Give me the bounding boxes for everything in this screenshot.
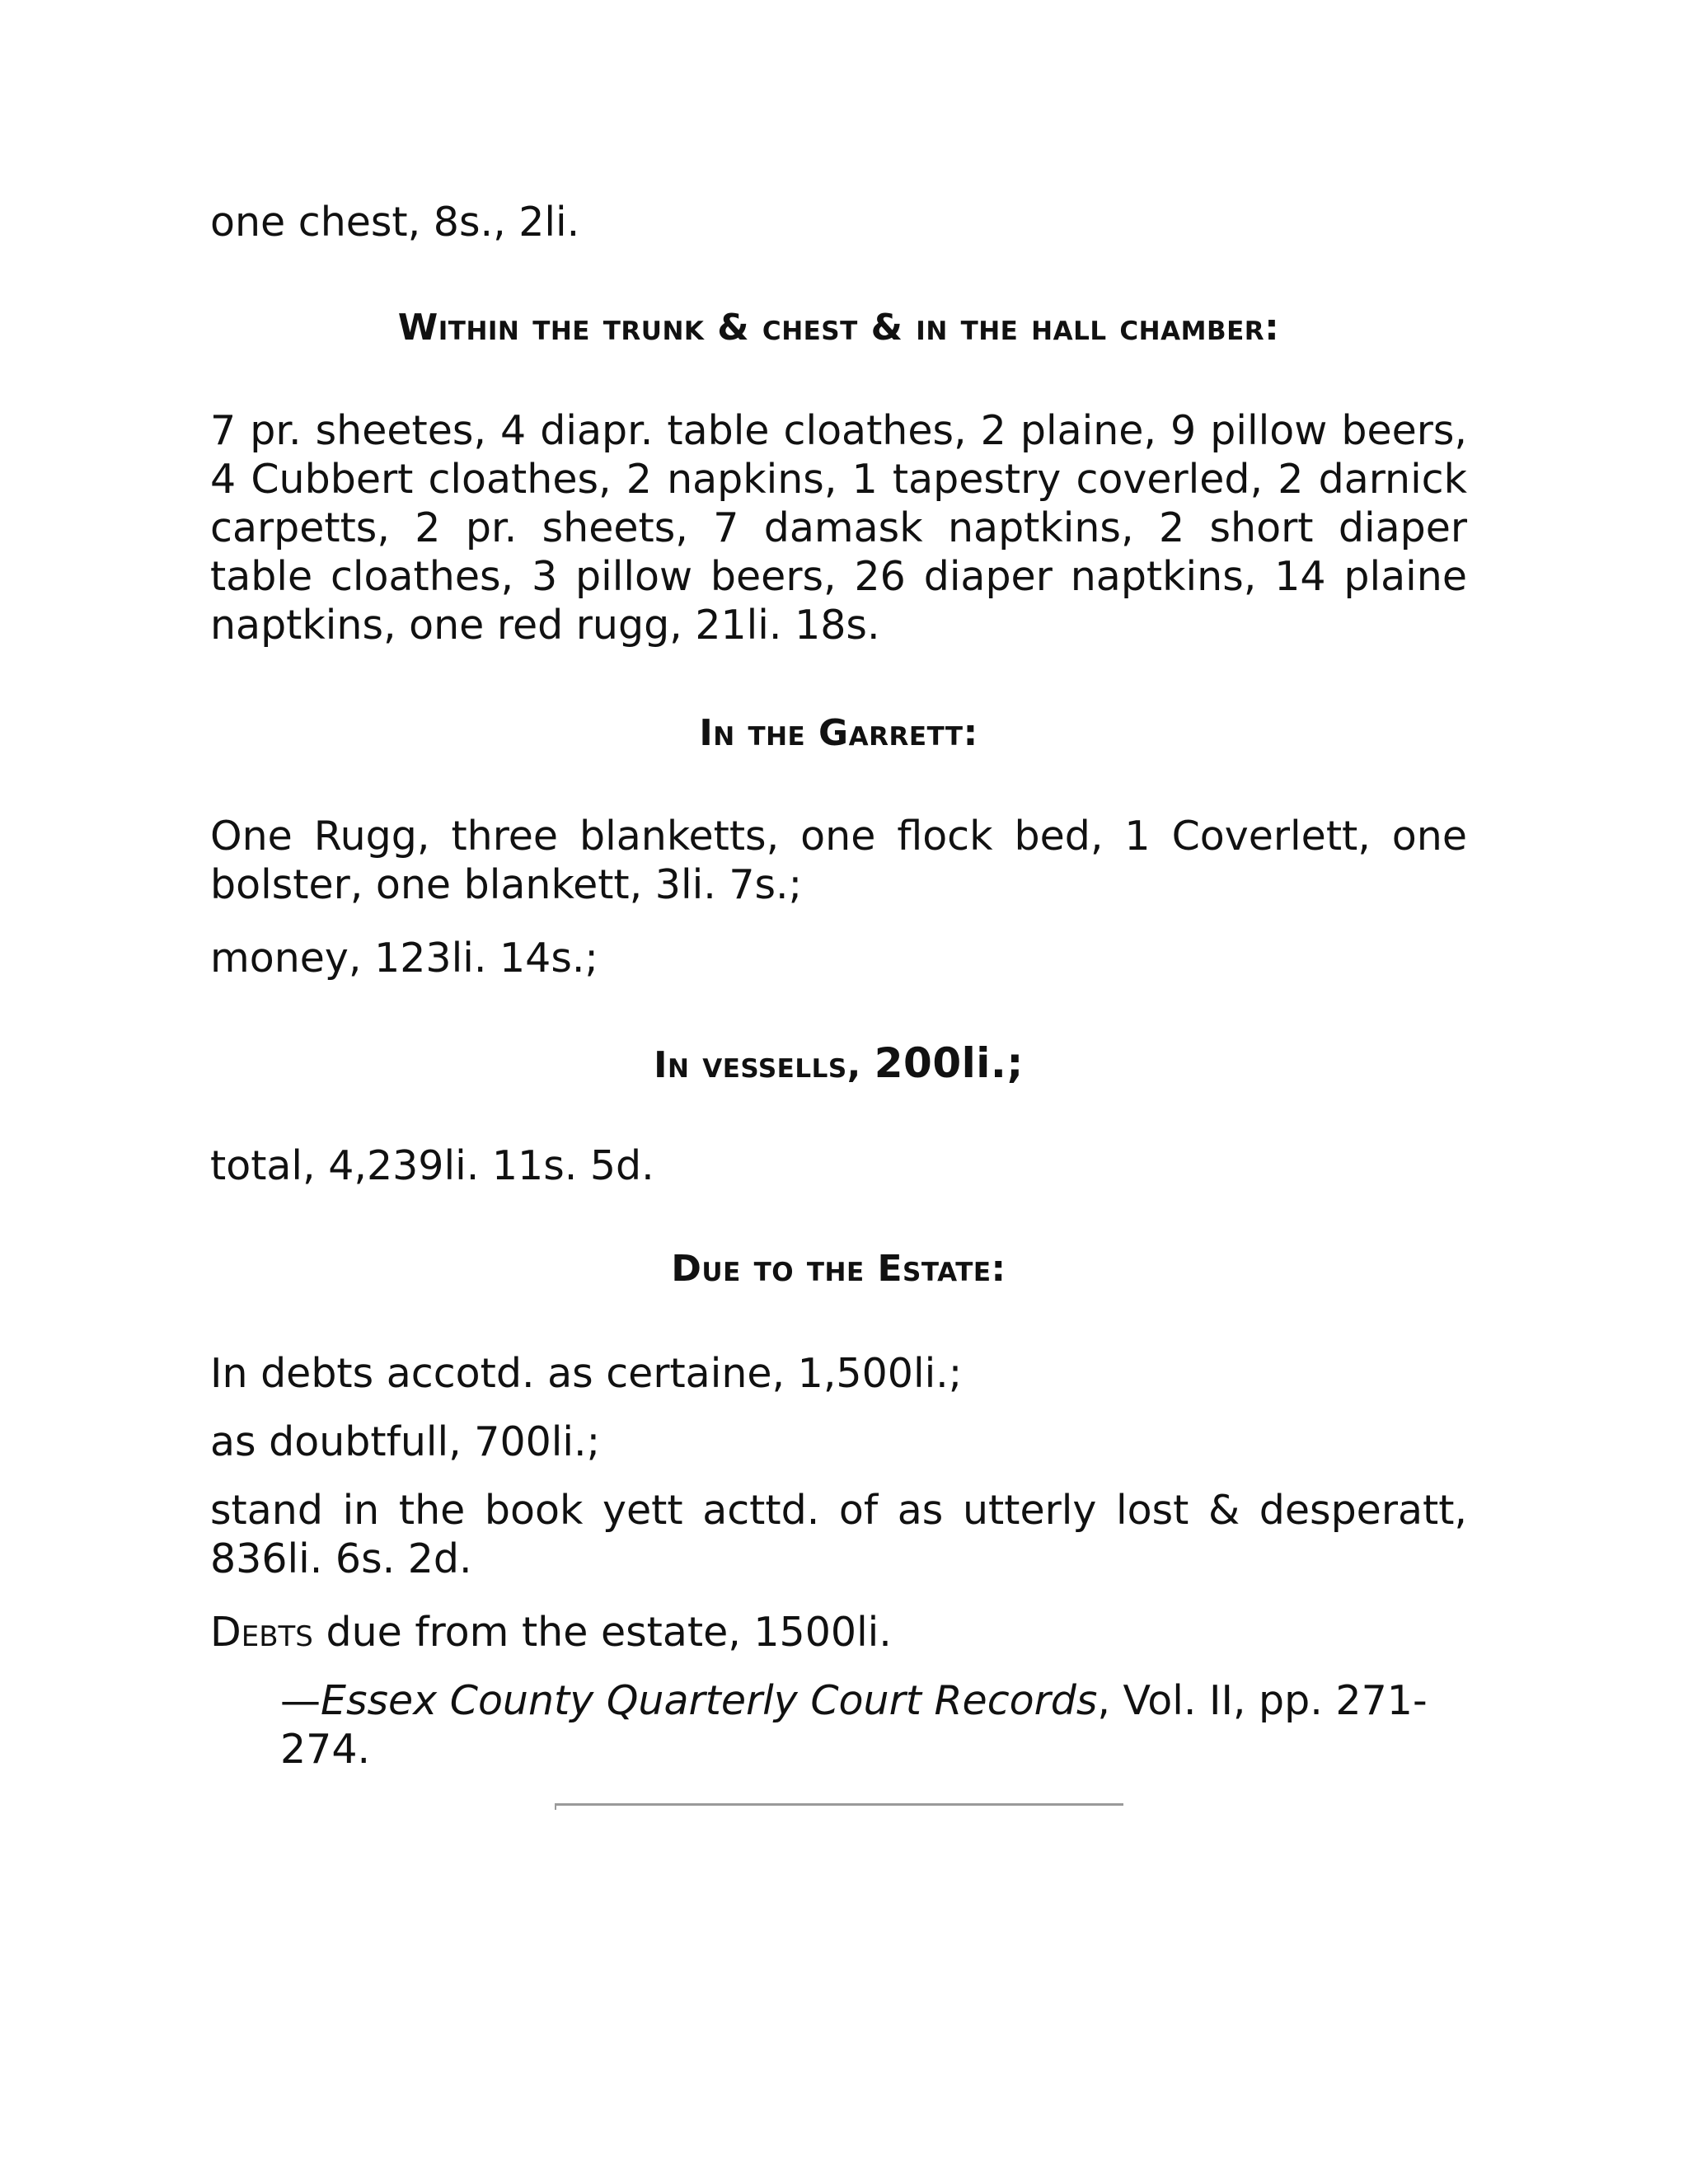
line-total: total, 4,239li. 11s. 5d. (210, 1142, 654, 1189)
debts-label: Debts (210, 1609, 313, 1656)
heading-vessells-label: In vessells, (654, 1044, 861, 1086)
section-divider (555, 1803, 1123, 1806)
heading-garrett: In the Garrett: (699, 712, 978, 754)
line-lost-desperatt: stand in the book yett acttd. of as utterly lost & desperatt, 836li. 6s. 2d. (210, 1487, 1467, 1582)
citation-title: Essex County Quarterly Court Records (321, 1677, 1098, 1724)
citation (280, 1676, 1467, 1774)
line-debts-due (210, 1608, 1467, 1657)
citation-dash: — (280, 1677, 321, 1724)
heading-vessells (210, 1038, 1467, 1090)
heading-vessells-value: 200li.; (874, 1039, 1024, 1087)
citation-rest: , Vol. II, pp. 271-274. (280, 1677, 1428, 1773)
debts-text: due from the estate, 1500li. (312, 1609, 892, 1656)
heading-due-to-estate: Due to the Estate: (671, 1248, 1006, 1290)
paragraph-garrett: One Rugg, three blanketts, one flock bed, 1 Coverlett, one bolster, one blankett, 3li. 7s.; (210, 813, 1467, 908)
line-chest: one chest, 8s., 2li. (210, 199, 580, 246)
paragraph-linens: 7 pr. sheetes, 4 diapr. table cloathes, 2 plaine, 9 pillow beers, 4 Cubbert cloathes, 2 napkins, 1 tapestry coverled, 2 darnick carpetts, 2 pr. sheets, 7 damask naptkins, 2 short diaper table cloathes, 3 pillow beers, 26 diaper naptkins, 14 plaine naptkins, one red rugg, 21li. 18s. (210, 407, 1467, 649)
heading-trunk-chest: Within the trunk & chest & in the hall chamber: (397, 307, 1280, 349)
line-doubtfull: as doubtfull, 700li.; (210, 1418, 601, 1465)
line-debts-certain: In debts accotd. as certaine, 1,500li.; (210, 1350, 963, 1397)
line-money: money, 123li. 14s.; (210, 935, 598, 982)
